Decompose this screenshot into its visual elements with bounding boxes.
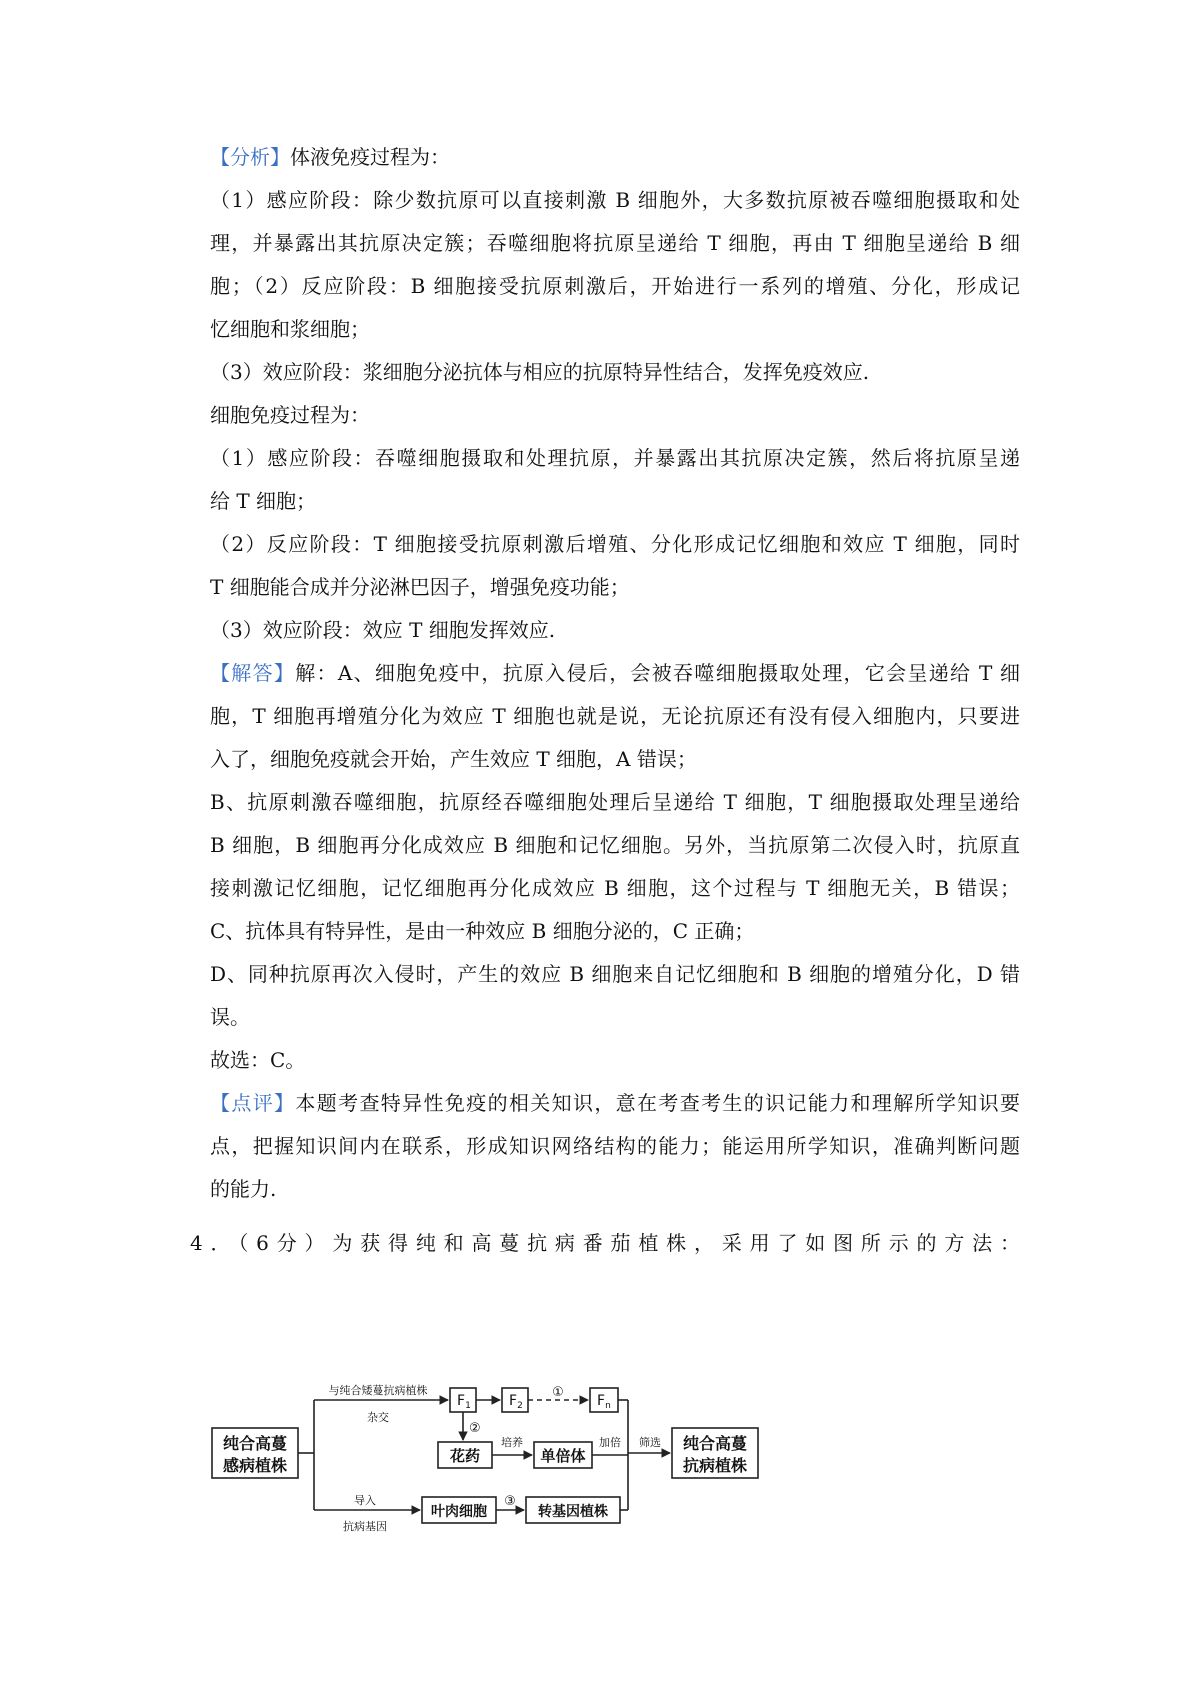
import-label: 导入 [354, 1494, 376, 1507]
end-box-text-1: 纯合高蔓 [682, 1434, 748, 1453]
analysis-tag: 【分析】 [210, 145, 290, 169]
text-line: 误。 [210, 1005, 250, 1029]
text-line: C、抗体具有特异性，是由一种效应 B 细胞分泌的，C 正确； [210, 919, 755, 943]
text-line: 体液免疫过程为： [290, 145, 450, 169]
top-label: 与纯合矮蔓抗病植株 [328, 1384, 428, 1397]
leaf-cell-text: 叶肉细胞 [431, 1504, 487, 1520]
text-line: 解：A、细胞免疫中，抗原入侵后，会被吞噬细胞摄取处理，它会呈递给 T 细 [295, 661, 1021, 685]
culture-label: 培养 [501, 1436, 523, 1449]
step-3-mark: ③ [504, 1494, 516, 1509]
fn-label: $F_n$ [597, 1393, 611, 1411]
text-line: 点，把握知识间内在联系，形成知识网络结构的能力；能运用所学知识，准确判断问题 [210, 1134, 1020, 1158]
comment-tag: 【点评】 [210, 1091, 296, 1115]
transgenic-text: 转基因植株 [538, 1504, 608, 1520]
comment-line [210, 1088, 1020, 1118]
end-box-text-2: 抗病植株 [682, 1456, 748, 1475]
f1-label: $F_1$ [457, 1393, 471, 1411]
anther-text: 花药 [449, 1447, 481, 1465]
double-label: 加倍 [599, 1436, 621, 1449]
text-line: 入了，细胞免疫就会开始，产生效应 T 细胞，A 错误； [210, 747, 697, 771]
haploid-text: 单倍体 [540, 1447, 586, 1465]
analysis-line [210, 142, 450, 172]
text-line: 的能力. [210, 1177, 277, 1201]
f2-label: $F_2$ [509, 1393, 523, 1411]
import-label-2: 抗病基因 [343, 1520, 387, 1533]
screen-label: 筛选 [639, 1436, 661, 1449]
text-line: B、抗原刺激吞噬细胞，抗原经吞噬细胞处理后呈递给 T 细胞，T 细胞摄取处理呈递给 [210, 790, 1020, 814]
text-line: （1）感应阶段：除少数抗原可以直接刺激 B 细胞外，大多数抗原被吞噬细胞摄取和处 [210, 188, 1020, 212]
breeding-flow-diagram [210, 1384, 790, 1536]
text-line: 细胞免疫过程为： [210, 403, 370, 427]
text-line: （3）效应阶段：浆细胞分泌抗体与相应的抗原特异性结合，发挥免疫效应. [210, 360, 870, 384]
step-1-mark: ① [552, 1385, 564, 1400]
text-line: B 细胞，B 细胞再分化成效应 B 细胞和记忆细胞。另外，当抗原第二次侵入时，抗原直 [210, 833, 1020, 857]
top-label-2: 杂交 [367, 1411, 389, 1424]
text-line: 忆细胞和浆细胞； [210, 317, 370, 341]
step-2-mark: ② [469, 1421, 481, 1436]
text-line: 胞；（2）反应阶段：B 细胞接受抗原刺激后，开始进行一系列的增殖、分化，形成记 [210, 274, 1020, 298]
text-line: 接刺激记忆细胞，记忆细胞再分化成效应 B 细胞，这个过程与 T 细胞无关，B 错误； [210, 876, 1020, 900]
answer-tag: 【解答】 [210, 661, 296, 685]
text-line: D、同种抗原再次入侵时，产生的效应 B 细胞来自记忆细胞和 B 细胞的增殖分化，D 错 [210, 962, 1020, 986]
answer-line [210, 658, 1020, 688]
text-line: （1）感应阶段：吞噬细胞摄取和处理抗原，并暴露出其抗原决定簇，然后将抗原呈递 [210, 446, 1020, 470]
text-line: 理，并暴露出其抗原决定簇；吞噬细胞将抗原呈递给 T 细胞，再由 T 细胞呈递给 B 细 [210, 231, 1020, 255]
question-4: 4．（6分）为获得纯和高蔓抗病番茄植株，采用了如图所示的方法： [190, 1231, 1020, 1255]
text-line: 给 T 细胞； [210, 489, 317, 513]
text-line: T 细胞能合成并分泌淋巴因子，增强免疫功能； [210, 575, 630, 599]
start-box-text-2: 感病植株 [222, 1456, 288, 1475]
start-box-text-1: 纯合高蔓 [222, 1434, 288, 1453]
text-line: （3）效应阶段：效应 T 细胞发挥效应. [210, 618, 556, 642]
text-line: 胞，T 细胞再增殖分化为效应 T 细胞也就是说，无论抗原还有没有侵入细胞内，只要进 [210, 704, 1020, 728]
text-line: 故选：C。 [210, 1048, 306, 1072]
text-line: 本题考查特异性免疫的相关知识，意在考查考生的识记能力和理解所学知识要 [295, 1091, 1021, 1115]
text-line: （2）反应阶段：T 细胞接受抗原刺激后增殖、分化形成记忆细胞和效应 T 细胞，同时 [210, 532, 1020, 556]
